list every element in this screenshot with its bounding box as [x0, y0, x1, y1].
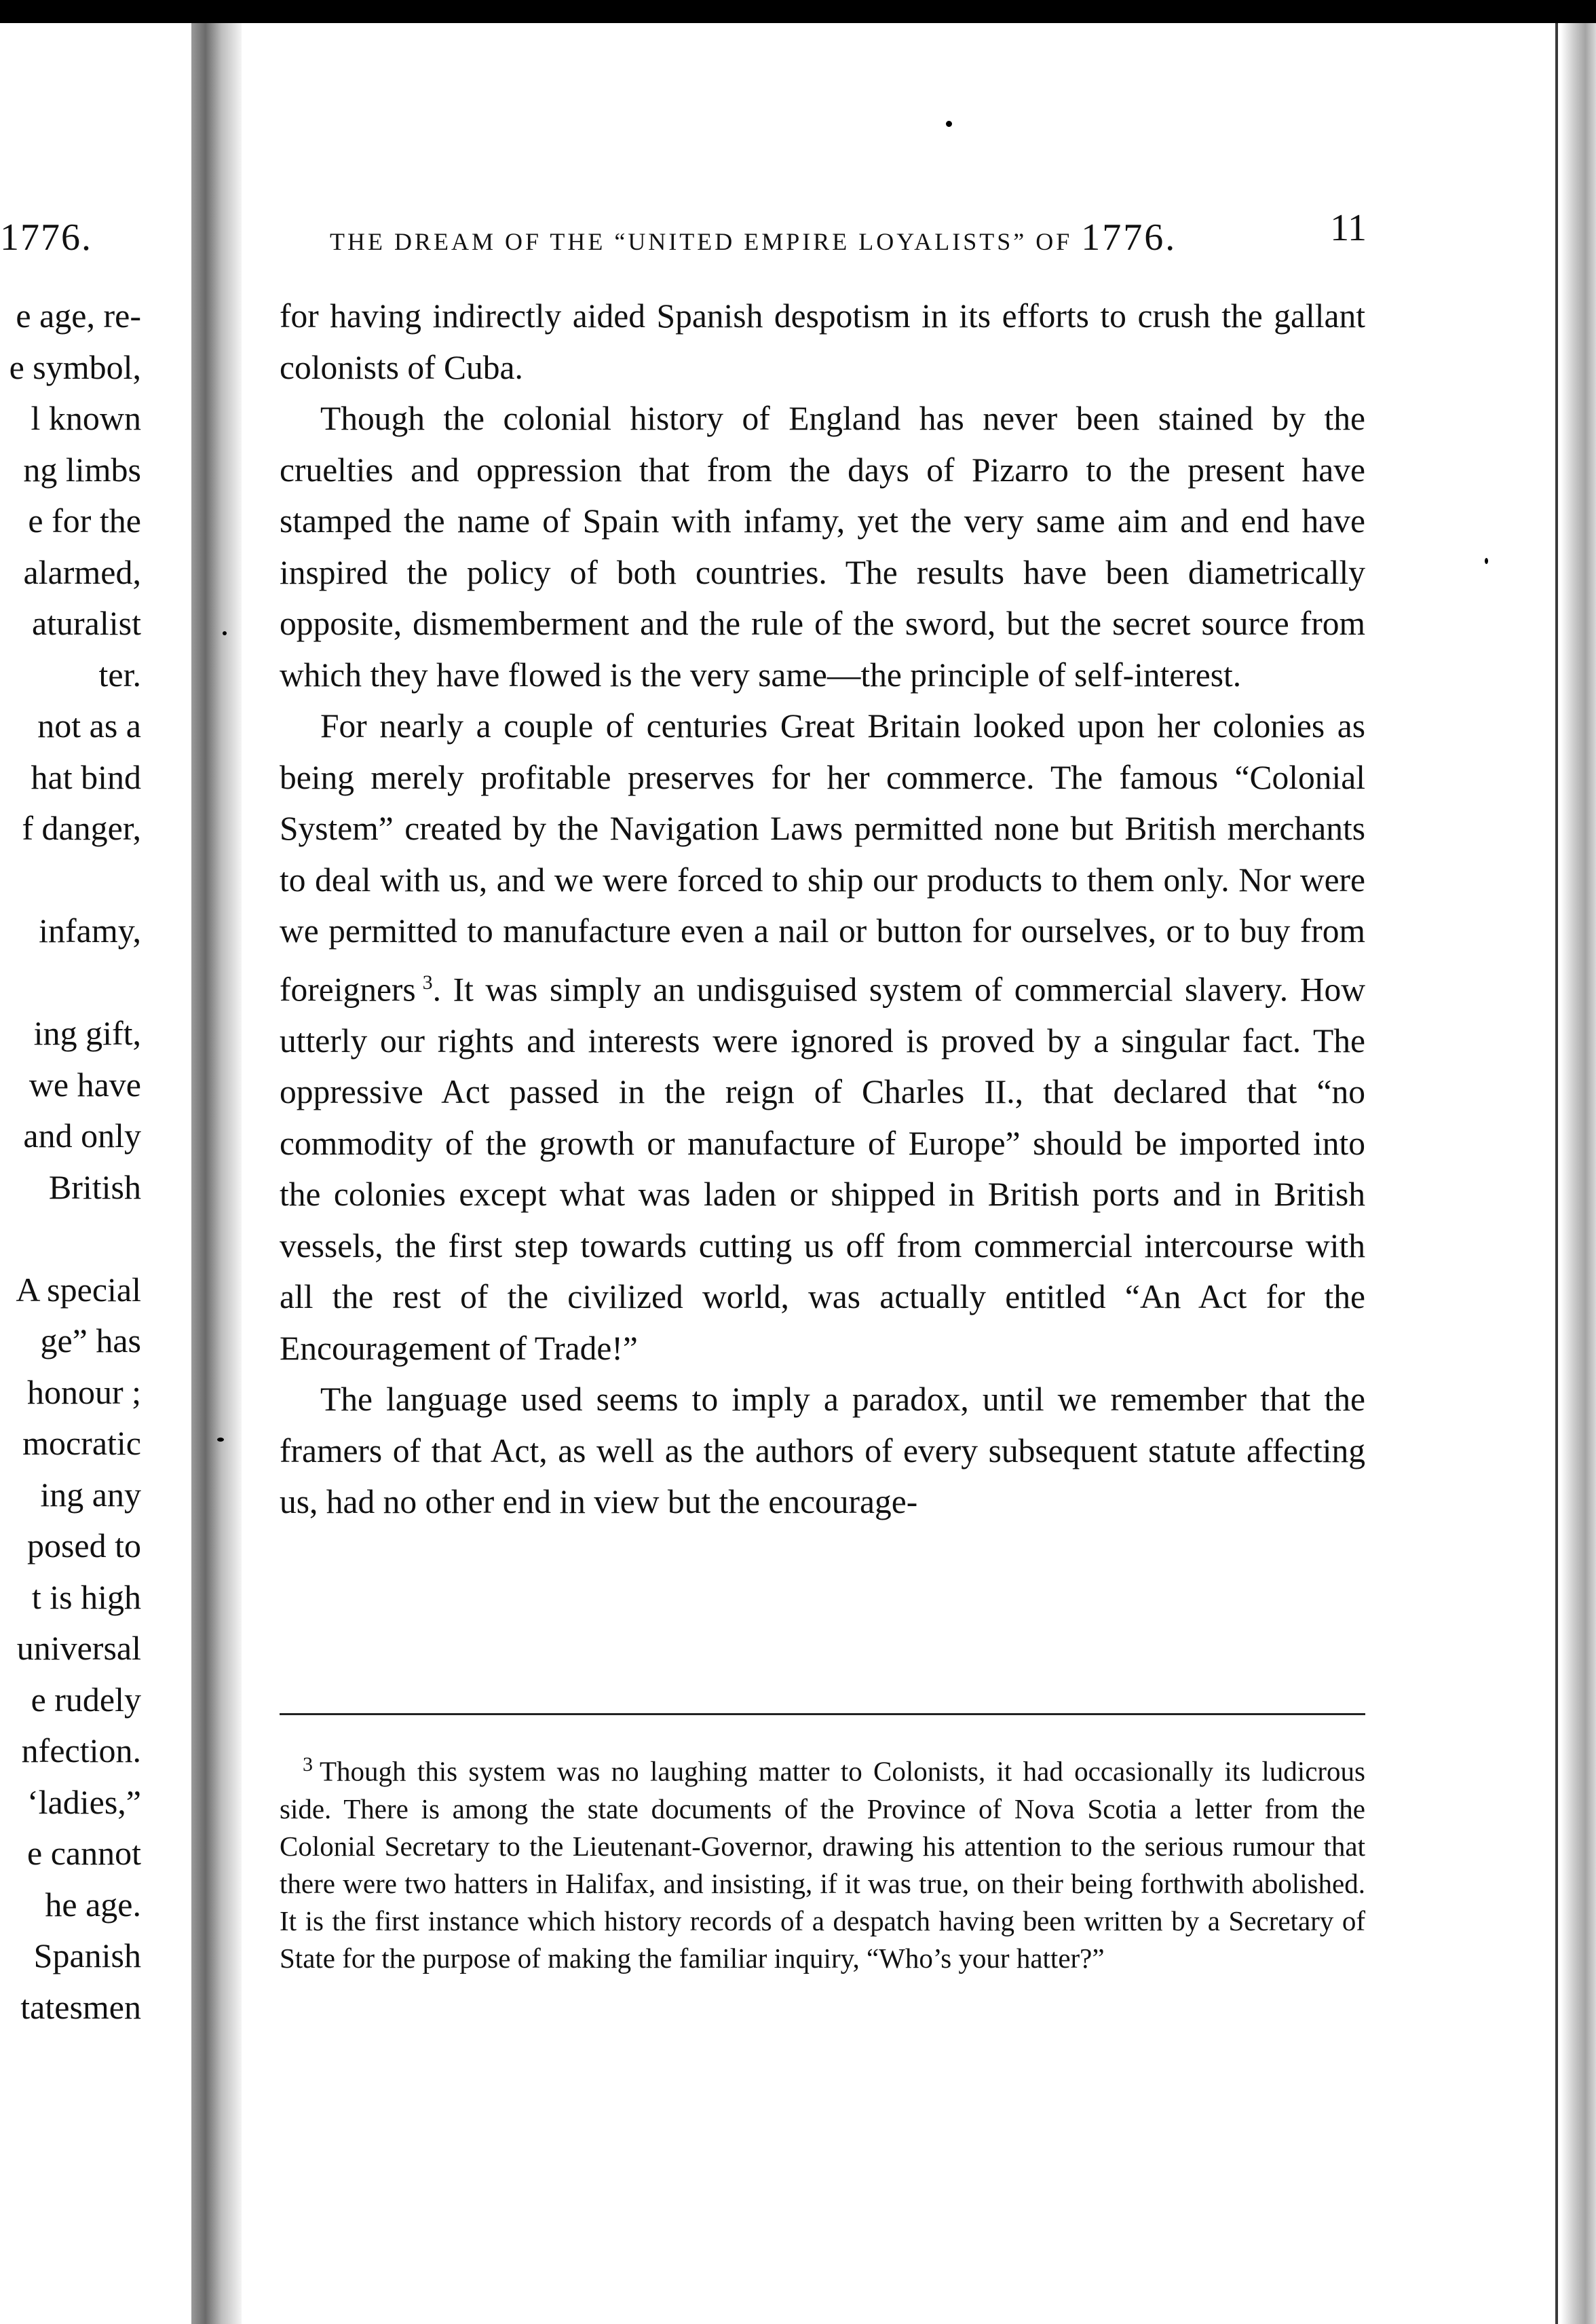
running-head: [330, 207, 1367, 259]
paragraph-3-start: For nearly a couple of centuries Great Britain looked upon her colonies as being merely profitable preserves for her commerce. The famous “Colonial System” created by the Navigation Laws permitted none but British merchants to deal with us, and we were forced to ship our products to them only. Nor were we permitted to manufacture even a nail or button for ourselves, or to buy from foreigners: [280, 707, 1365, 1008]
running-head-year: 1776.: [1081, 217, 1177, 259]
left-page-line: e age, re-: [16, 297, 141, 335]
left-page-line: e symbol,: [9, 348, 141, 386]
footnote: [280, 1746, 1365, 1977]
paragraph-4: The language used seems to imply a paradox, until we remember that the framers of that Act, as well as the authors of every subsequent statute affecting us, had no other end in view but the encourage-: [280, 1381, 1365, 1520]
page-number: 11: [1330, 207, 1367, 249]
scan-top-border: [0, 0, 1596, 23]
footnote-mark: 3: [303, 1753, 313, 1776]
scan-speck: [223, 631, 227, 635]
left-page-line: not as a: [37, 707, 141, 745]
left-page-line: British: [48, 1167, 141, 1206]
left-page-line: we have: [28, 1065, 141, 1104]
left-page-line: ge” has: [40, 1322, 141, 1360]
scan-speck: [217, 1438, 224, 1442]
running-head-title: THE DREAM OF THE “UNITED EMPIRE LOYALISTS” OF: [330, 228, 1073, 255]
left-page-line: ing gift,: [33, 1014, 141, 1052]
left-page-line: nfection.: [21, 1731, 141, 1769]
scan-speck: [946, 121, 952, 127]
left-page-line: he age.: [45, 1885, 141, 1924]
footnote-reference: 3: [422, 971, 433, 994]
left-page-line: infamy,: [39, 912, 141, 950]
paragraph-3-rest: . It was simply an undisguised system of commercial slavery. How utterly our rights and interests were ignored is proved by a singular fact. The oppressive Act passed in the reign of Charles II., that declared that “no commodity of the growth or manufacture of Europe” should be imported into the colonies except what was laden or shipped in British ports and in British vessels, the first step towards cutting us off from commercial intercourse with all the rest of the civilized world, was actually entitled “An Act for the Encouragement of Trade!”: [280, 971, 1365, 1367]
paragraph-3: [280, 700, 1365, 1374]
left-page-line: mocratic: [22, 1424, 141, 1462]
footnote-rule: [280, 1713, 1365, 1715]
book-gutter-shadow: [191, 23, 242, 2324]
left-page-line: e for the: [28, 502, 141, 540]
left-page-line: Spanish: [33, 1936, 141, 1974]
scan-speck: [1485, 558, 1488, 564]
left-page-line: ng limbs: [23, 450, 141, 489]
left-page-line: tatesmen: [20, 1987, 141, 2026]
left-page-line: and only: [23, 1117, 141, 1155]
page-edge-line: [1555, 23, 1558, 2324]
paragraph-2: Though the colonial history of England has never been stained by the cruelties and oppression that from the days of Pizarro to the present have stamped the name of Spain with infamy, yet the very same aim and end have inspired the policy of both countries. The results have been diametrically opposite, dismemberment and the rule of the sword, but the secret source from which they have flowed is the very same—the principle of self-interest.: [280, 400, 1365, 694]
left-page-line: hat bind: [31, 757, 141, 796]
footnote-text: Though this system was no laughing matter to Colonists, it had occasionally its ludicrous side. There is among the state documents of the Province of Nova Scotia a letter from the Colonial Secretary to the Lieutenant-Governor, drawing his attention to the serious rumour that there were two hatters in Halifax, and insisting, if it was true, on their being forthwith abolished. It is the first instance which history records of a despatch having been written by a Secretary of State for the purpose of making the familiar inquiry, “Who’s your hatter?”: [280, 1755, 1365, 1974]
left-page-line: posed to: [26, 1526, 141, 1564]
left-page-line: honour ;: [26, 1372, 141, 1411]
left-page-line: ter.: [98, 655, 141, 694]
left-page-header: 1776.: [0, 217, 92, 259]
left-page-line: t is high: [31, 1577, 141, 1616]
left-page-line: e rudely: [31, 1680, 141, 1719]
body-text: [280, 290, 1365, 1528]
left-page-line: aturalist: [31, 604, 141, 642]
left-page-line: e cannot: [27, 1834, 141, 1872]
paragraph-1: for having indirectly aided Spanish despotism in its efforts to crush the gallant colonists of Cuba.: [280, 297, 1365, 386]
left-page-line: f danger,: [22, 809, 141, 847]
left-page-line: A special: [16, 1270, 141, 1309]
left-page-line: l known: [31, 399, 141, 437]
left-page-line: ‘ladies,”: [27, 1782, 141, 1821]
left-page-line: alarmed,: [23, 552, 141, 591]
left-page-line: ing any: [40, 1475, 141, 1514]
page-stack-edge: [1561, 23, 1596, 2324]
left-page-line: universal: [16, 1629, 141, 1667]
